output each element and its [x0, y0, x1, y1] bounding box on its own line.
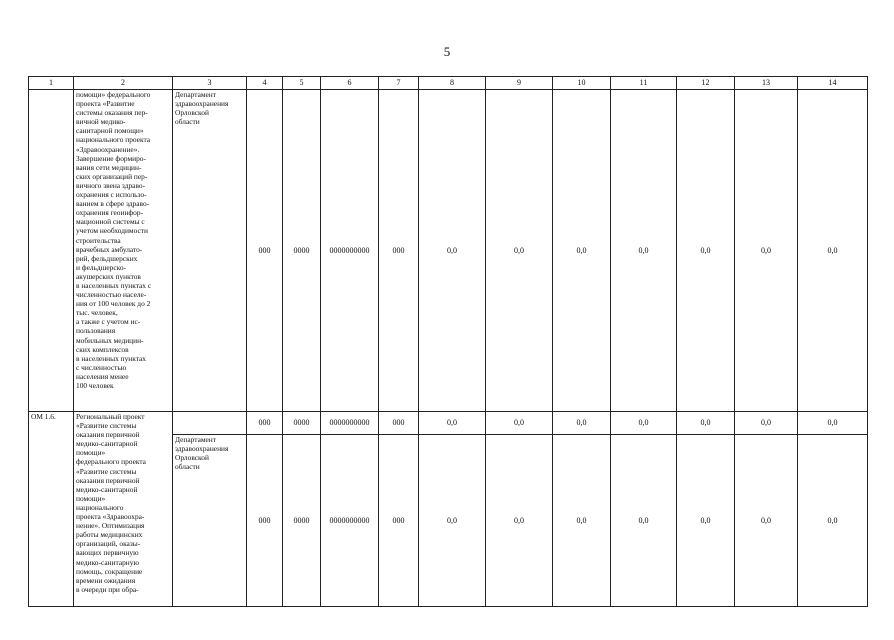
cell-col-5: 0000	[283, 435, 321, 607]
cell-col-11: 0,0	[611, 435, 677, 607]
cell-col-6: 0000000000	[321, 435, 379, 607]
header-cell: 11	[611, 77, 677, 90]
header-cell: 12	[677, 77, 735, 90]
header-cell: 5	[283, 77, 321, 90]
cell-col-9: 0,0	[486, 90, 553, 412]
cell-col-7: 000	[379, 412, 419, 435]
header-cell: 8	[419, 77, 486, 90]
cell-col-9: 0,0	[486, 412, 553, 435]
header-cell: 1	[29, 77, 74, 90]
cell-col-10: 0,0	[553, 412, 611, 435]
cell-col-10: 0,0	[553, 435, 611, 607]
cell-col-4: 000	[247, 90, 283, 412]
header-cell: 13	[735, 77, 798, 90]
header-cell: 9	[486, 77, 553, 90]
cell-col-12: 0,0	[677, 412, 735, 435]
header-cell: 14	[798, 77, 868, 90]
row-executor: Департамент здравоохранения Орловской области	[173, 90, 247, 412]
cell-col-14: 0,0	[798, 435, 868, 607]
row-code: ОМ 1.6.	[29, 412, 74, 607]
header-cell: 3	[173, 77, 247, 90]
cell-col-7: 000	[379, 435, 419, 607]
cell-col-11: 0,0	[611, 412, 677, 435]
row-description: Региональный проект «Развитие системы оказания первичной медико-санитарной помощи» федерального проекта «Развитие системы оказания первичной медико-санитарной помощи» национального проекта «Здравоохра- нение». Оптимизация работы медицинских организаций, оказы- вающих первичную медико-санитарную помощь, сокращение времени ожидания в очереди при обра-	[74, 412, 173, 607]
cell-col-6: 0000000000	[321, 90, 379, 412]
cell-col-7: 000	[379, 90, 419, 412]
header-cell: 4	[247, 77, 283, 90]
cell-col-8: 0,0	[419, 435, 486, 607]
header-cell: 2	[74, 77, 173, 90]
cell-col-13: 0,0	[735, 90, 798, 412]
cell-col-10: 0,0	[553, 90, 611, 412]
header-cell: 6	[321, 77, 379, 90]
cell-col-13: 0,0	[735, 412, 798, 435]
page-number: 5	[443, 44, 451, 59]
header-cell: 10	[553, 77, 611, 90]
cell-col-9: 0,0	[486, 435, 553, 607]
header-cell: 7	[379, 77, 419, 90]
cell-col-4: 000	[247, 435, 283, 607]
header-row	[29, 77, 868, 90]
cell-col-14: 0,0	[798, 412, 868, 435]
row-code	[29, 90, 74, 412]
cell-col-8: 0,0	[419, 90, 486, 412]
table-row	[29, 412, 868, 435]
table-row	[29, 90, 868, 412]
cell-col-14: 0,0	[798, 90, 868, 412]
cell-col-5: 0000	[283, 412, 321, 435]
cell-col-13: 0,0	[735, 435, 798, 607]
cell-col-12: 0,0	[677, 90, 735, 412]
cell-col-11: 0,0	[611, 90, 677, 412]
row-executor: Департамент здравоохранения Орловской области	[173, 435, 247, 607]
cell-col-8: 0,0	[419, 412, 486, 435]
row-description: помощи» федерального проекта «Развитие системы оказания пер- вичной медико- санитарной помощи» национального проекта «Здравоохранение». Завершение формиро- вания сети медицин- ских организаций пер- вичного звена здраво- охранения с использо- ванием в сфере здраво- охранения геоинфор- мационной системы с учетом необходимости строительства врачебных амбулато- рий, фельдшерских и фельдшерско- акушерских пунктов в населенных пунктах с численностью населе- ния от 100 человек до 2 тыс. человек, а также с учетом ис- пользования мобильных медицин- ских комплексов в населенных пунктах с численностью населения менее 100 человек	[74, 90, 173, 412]
cell-col-6: 0000000000	[321, 412, 379, 435]
cell-col-5: 0000	[283, 90, 321, 412]
budget-table	[28, 76, 868, 607]
row-executor	[173, 412, 247, 435]
cell-col-4: 000	[247, 412, 283, 435]
cell-col-12: 0,0	[677, 435, 735, 607]
